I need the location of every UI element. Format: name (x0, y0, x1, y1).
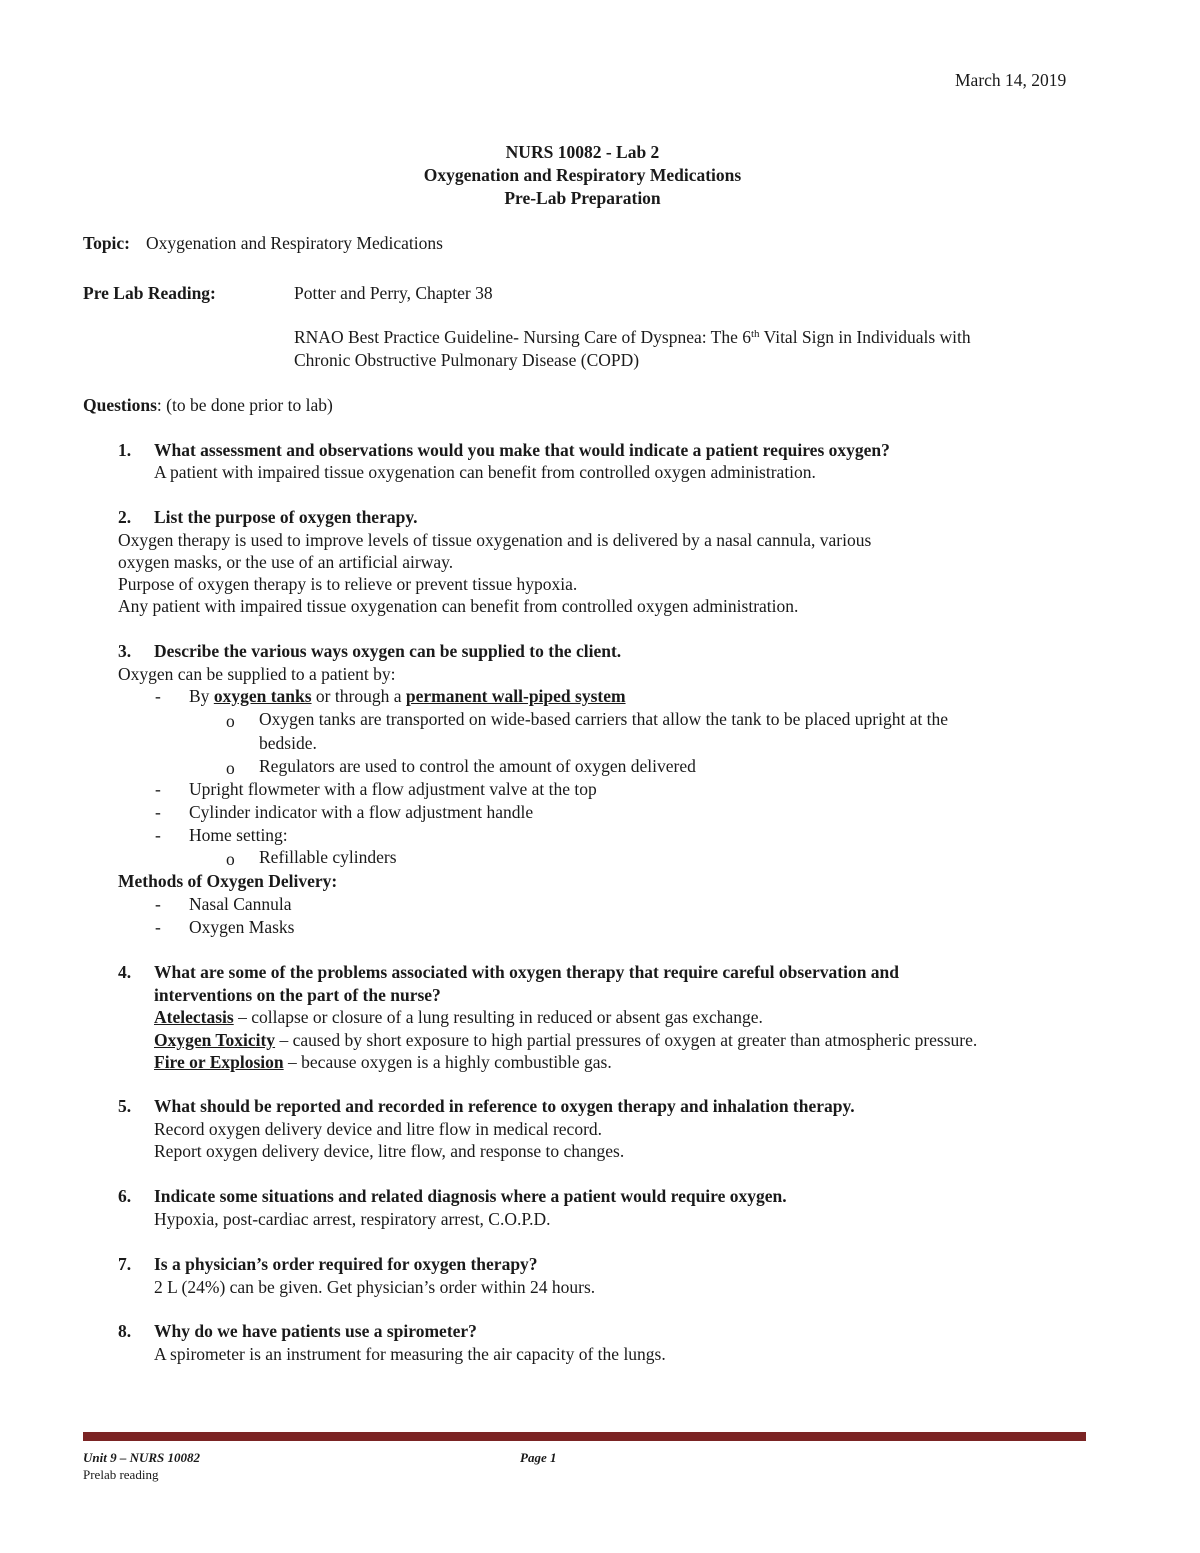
q3-intro: Oxygen can be supplied to a patient by: (118, 664, 396, 684)
q1-question: What assessment and observations would you make that would indicate a patient requires oxygen? (154, 440, 890, 460)
title-line-1: NURS 10082 - Lab 2 (505, 142, 660, 162)
q8-question: Why do we have patients use a spirometer? (154, 1321, 477, 1341)
bullet-dash: - (155, 779, 161, 799)
methods-label: Methods of Oxygen Delivery: (118, 871, 338, 891)
q2-answer-line-4: Any patient with impaired tissue oxygenation can benefit from controlled oxygen administration. (118, 596, 799, 616)
q7-answer: 2 L (24%) can be given. Get physician’s order within 24 hours. (154, 1277, 596, 1297)
document-date: March 14, 2019 (955, 70, 1067, 90)
q6-question: Indicate some situations and related diagnosis where a patient would require oxygen. (154, 1186, 787, 1206)
prelab-reading-1: Potter and Perry, Chapter 38 (294, 283, 493, 303)
q3-bullet-4: Home setting: (189, 825, 288, 845)
bullet-dash: - (155, 894, 161, 914)
q3-sub-3: Refillable cylinders (259, 847, 397, 867)
bullet-dash: - (155, 917, 161, 937)
questions-label: Questions: (to be done prior to lab) (83, 395, 333, 415)
q2-answer-line-2: oxygen masks, or the use of an artificial airway. (118, 552, 454, 572)
title-line-3: Pre-Lab Preparation (504, 188, 661, 208)
q4-answer-1: Atelectasis – collapse or closure of a lung resulting in reduced or absent gas exchange. (154, 1007, 763, 1027)
bullet-circle: o (226, 758, 235, 778)
title-line-2: Oxygenation and Respiratory Medications (423, 165, 742, 185)
footer-unit: Unit 9 – NURS 10082 (83, 1450, 201, 1465)
q6-number: 6. (118, 1186, 132, 1206)
q1-number: 1. (118, 440, 132, 460)
q3-sub-1-line-2: bedside. (259, 733, 317, 753)
method-1: Nasal Cannula (189, 894, 292, 914)
bullet-circle: o (226, 849, 235, 869)
prelab-reading-2: RNAO Best Practice Guideline- Nursing Care of Dyspnea: The 6th Vital Sign in Individuals with (294, 327, 971, 347)
q4-question-line-2: interventions on the part of the nurse? (154, 985, 441, 1005)
topic-value: Oxygenation and Respiratory Medications (146, 233, 443, 253)
q3-number: 3. (118, 641, 132, 661)
q3-bullet-1: By oxygen tanks or through a permanent wall-piped system (189, 686, 626, 706)
q5-answer-1: Record oxygen delivery device and litre flow in medical record. (154, 1119, 603, 1139)
bullet-circle: o (226, 711, 235, 731)
q5-number: 5. (118, 1096, 132, 1116)
q3-question: Describe the various ways oxygen can be supplied to the client. (154, 641, 622, 661)
q2-number: 2. (118, 507, 132, 527)
method-2: Oxygen Masks (189, 917, 295, 937)
bullet-dash: - (155, 802, 161, 822)
footer-page-number: Page 1 (520, 1450, 557, 1465)
q5-question: What should be reported and recorded in reference to oxygen therapy and inhalation therapy. (154, 1096, 855, 1116)
q2-answer-line-3: Purpose of oxygen therapy is to relieve or prevent tissue hypoxia. (118, 574, 578, 594)
q4-number: 4. (118, 962, 132, 982)
prelab-reading-2-cont: Chronic Obstructive Pulmonary Disease (COPD) (294, 350, 640, 370)
q8-number: 8. (118, 1321, 132, 1341)
bullet-dash: - (155, 686, 161, 706)
topic-label: Topic: (83, 233, 131, 253)
q4-question-line-1: What are some of the problems associated with oxygen therapy that require careful observation and (154, 962, 900, 982)
q7-question: Is a physician’s order required for oxygen therapy? (154, 1254, 538, 1274)
q8-answer: A spirometer is an instrument for measuring the air capacity of the lungs. (154, 1344, 666, 1364)
q4-answer-2: Oxygen Toxicity – caused by short exposure to high partial pressures of oxygen at greater than atmospheric pressure. (154, 1030, 978, 1050)
q2-question: List the purpose of oxygen therapy. (154, 507, 418, 527)
bullet-dash: - (155, 825, 161, 845)
q6-answer: Hypoxia, post-cardiac arrest, respiratory arrest, C.O.P.D. (154, 1209, 551, 1229)
q2-answer-line-1: Oxygen therapy is used to improve levels of tissue oxygenation and is delivered by a nasal cannula, various (118, 530, 872, 550)
q3-bullet-2: Upright flowmeter with a flow adjustment valve at the top (189, 779, 597, 799)
q4-answer-3: Fire or Explosion – because oxygen is a highly combustible gas. (154, 1052, 612, 1072)
q3-sub-1-line-1: Oxygen tanks are transported on wide-based carriers that allow the tank to be placed upright at the (259, 709, 949, 729)
footer-rule (83, 1432, 1086, 1441)
q1-answer: A patient with impaired tissue oxygenation can benefit from controlled oxygen administration. (154, 462, 816, 482)
footer-subtitle: Prelab reading (83, 1467, 159, 1482)
q3-bullet-3: Cylinder indicator with a flow adjustment handle (189, 802, 534, 822)
q7-number: 7. (118, 1254, 132, 1274)
q3-sub-2: Regulators are used to control the amount of oxygen delivered (259, 756, 696, 776)
q5-answer-2: Report oxygen delivery device, litre flow, and response to changes. (154, 1141, 625, 1161)
prelab-label: Pre Lab Reading: (83, 283, 216, 303)
